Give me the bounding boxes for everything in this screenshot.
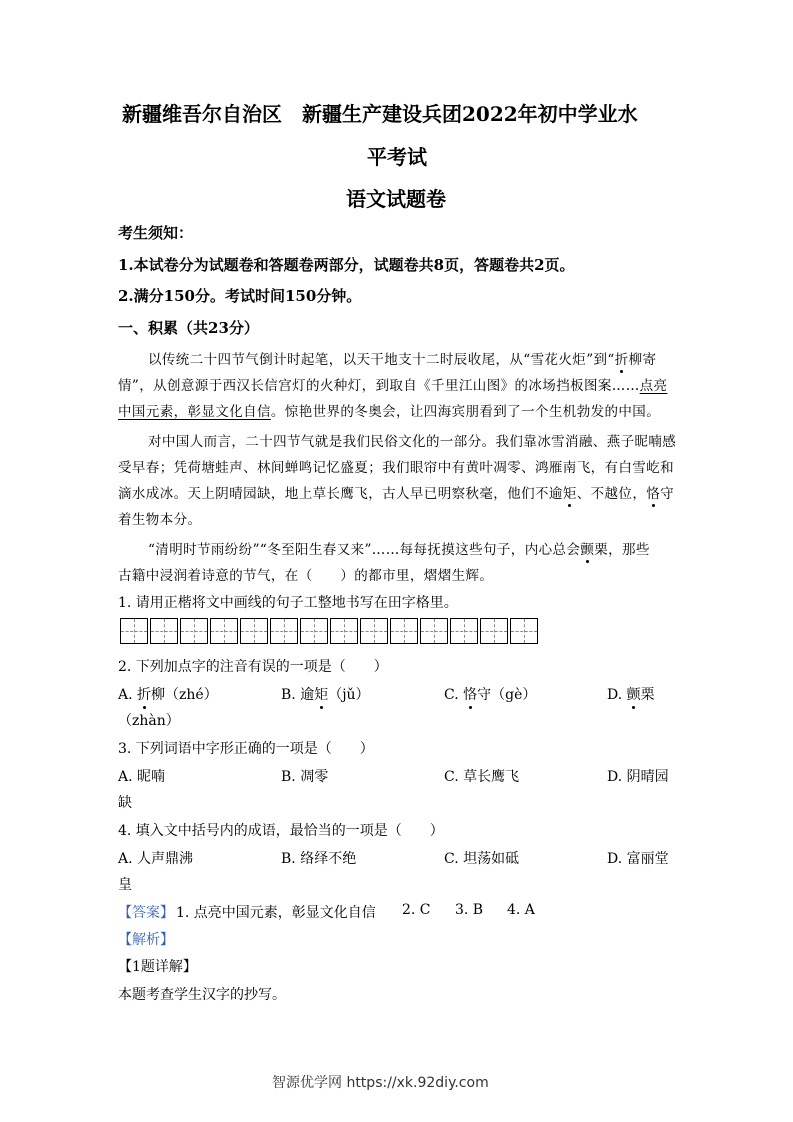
- option-label: A.: [118, 687, 138, 703]
- passage-text: 栗，那些: [594, 542, 650, 558]
- analysis-subheading: 【1题详解】: [118, 959, 197, 975]
- option-text: （jǔ）: [328, 687, 370, 703]
- dotted-char: 恪: [463, 684, 477, 704]
- analysis-text: 本题考查学生汉字的抄写。: [118, 987, 286, 1003]
- q4-option-a[interactable]: A. 人声鼎沸: [118, 851, 194, 867]
- tianzige-cell[interactable]: [330, 618, 358, 644]
- passage-line: [148, 538, 650, 558]
- dotted-char: 颤: [580, 538, 594, 558]
- passage-text: “清明时节雨纷纷”“冬至阳生春又来”……每每抚摸这些句子，内心总会: [148, 542, 581, 558]
- passage-text: 情”，从创意源于西汉长信宫灯的火种灯，到取自《千里江山图》的冰场挡板图案……: [118, 378, 640, 394]
- option-label: C.: [444, 687, 464, 703]
- tianzige-cell[interactable]: [510, 618, 538, 644]
- q4-option-d-wrap: 皇: [118, 877, 132, 893]
- tianzige-cell[interactable]: [300, 618, 328, 644]
- option-text: 柳（zhé）: [151, 687, 218, 703]
- q2-option-b[interactable]: [281, 684, 370, 704]
- tianzige-cell[interactable]: [180, 618, 208, 644]
- tianzige-cell[interactable]: [270, 618, 298, 644]
- q4-option-d[interactable]: D. 富丽堂: [607, 851, 669, 867]
- exam-title-line1: 新疆维吾尔自治区 新疆生产建设兵团2022年初中学业水: [122, 102, 638, 126]
- q2-option-d[interactable]: [607, 684, 655, 704]
- answer-4: 4. A: [507, 902, 535, 918]
- question-1-stem: 1. 请用正楷将文中画线的句子工整地书写在田字格里。: [118, 595, 458, 611]
- dotted-char: 矩: [563, 482, 577, 502]
- tianzige-cell[interactable]: [420, 618, 448, 644]
- section-heading: 一、积累（共23分）: [118, 319, 259, 337]
- passage-text: 守: [660, 486, 675, 502]
- passage-text: 滴水成冰。天上阴晴园缺，地上草长鹰飞，古人早已明察秋毫，他们不逾: [118, 486, 563, 502]
- tianzige-cell[interactable]: [480, 618, 508, 644]
- q3-option-d-wrap: 缺: [118, 795, 132, 811]
- question-2-stem: 2. 下列加点字的注音有误的一项是（ ）: [118, 659, 388, 675]
- passage-line: [118, 482, 674, 502]
- tianzige-cell[interactable]: [120, 618, 148, 644]
- passage-line: 受早春；凭荷塘蛙声、林间蝉鸣记忆盛夏；我们眼帘中有黄叶凋零、鸿雁南飞，有白雪屹和: [118, 460, 674, 476]
- answer-2: 2. C: [402, 902, 431, 918]
- dotted-char: 折: [615, 348, 629, 368]
- option-label: B. 逾: [281, 687, 315, 703]
- option-text: 栗: [640, 687, 655, 703]
- analysis-label: 【解析】: [118, 932, 174, 948]
- tianzige-grid[interactable]: [120, 618, 540, 644]
- passage-text: 以传统二十四节气倒计时起笔，以天干地支十二时辰收尾，从“雪花火炬”到“: [148, 352, 615, 368]
- q4-option-c[interactable]: C. 坦荡如砥: [444, 851, 520, 867]
- passage-line: 着生物本分。: [118, 512, 202, 528]
- notice-item-2: 2.满分150分。考试时间150分钟。: [118, 287, 362, 305]
- passage-line: 对中国人而言，二十四节气就是我们民俗文化的一部分。我们靠冰雪消融、燕子昵喃感: [148, 434, 677, 450]
- q3-option-b[interactable]: B. 凋零: [281, 769, 329, 785]
- q4-option-b[interactable]: B. 络绎不绝: [281, 851, 357, 867]
- dotted-char: 折: [137, 684, 151, 704]
- question-3-stem: 3. 下列词语中字形正确的一项是（ ）: [118, 741, 374, 757]
- exam-subtitle: 语文试题卷: [346, 187, 446, 211]
- option-text: 守（gè）: [477, 687, 537, 703]
- passage-text: 、不越位，: [576, 486, 647, 502]
- tianzige-cell[interactable]: [390, 618, 418, 644]
- dotted-char: 颤: [627, 684, 641, 704]
- underlined-text: 中国元素，彰显文化自信: [118, 404, 271, 420]
- passage-line: 古籍中浸润着诗意的节气，在（ ）的都市里，熠熠生辉。: [118, 568, 494, 584]
- q2-option-c[interactable]: [444, 684, 536, 704]
- q2-option-a[interactable]: [118, 684, 218, 704]
- exam-title-line2: 平考试: [367, 145, 427, 169]
- answer-1: 1. 点亮中国元素，彰显文化自信: [176, 905, 376, 921]
- answer-3: 3. B: [455, 902, 484, 918]
- underlined-text: 点亮: [639, 378, 668, 394]
- answer-label: 【答案】: [118, 905, 174, 921]
- notice-heading: 考生须知：: [118, 224, 194, 242]
- dotted-char: 矩: [314, 684, 328, 704]
- q3-option-d[interactable]: D. 阴晴园: [607, 769, 669, 785]
- q3-option-c[interactable]: C. 草长鹰飞: [444, 769, 520, 785]
- question-4-stem: 4. 填入文中括号内的成语，最恰当的一项是（ ）: [118, 823, 444, 839]
- passage-line: [118, 374, 667, 394]
- tianzige-cell[interactable]: [240, 618, 268, 644]
- dotted-char: 恪: [646, 482, 660, 502]
- q2-option-d-wrap: （zhàn）: [118, 713, 180, 729]
- tianzige-cell[interactable]: [210, 618, 238, 644]
- tianzige-cell[interactable]: [450, 618, 478, 644]
- q3-option-a[interactable]: A. 昵喃: [118, 769, 166, 785]
- footer-watermark: 智源优学网 https://xk.92diy.com: [272, 1075, 489, 1091]
- passage-line: [148, 348, 656, 368]
- passage-text: 。惊艳世界的冬奥会，让四海宾朋看到了一个生机勃发的中国。: [270, 404, 661, 420]
- notice-item-1: 1.本试卷分为试题卷和答题卷两部分，试题卷共8页，答题卷共2页。: [118, 256, 575, 274]
- tianzige-cell[interactable]: [150, 618, 178, 644]
- passage-line: [118, 400, 660, 420]
- tianzige-cell[interactable]: [360, 618, 388, 644]
- passage-text: 柳寄: [628, 352, 657, 368]
- option-label: D.: [607, 687, 627, 703]
